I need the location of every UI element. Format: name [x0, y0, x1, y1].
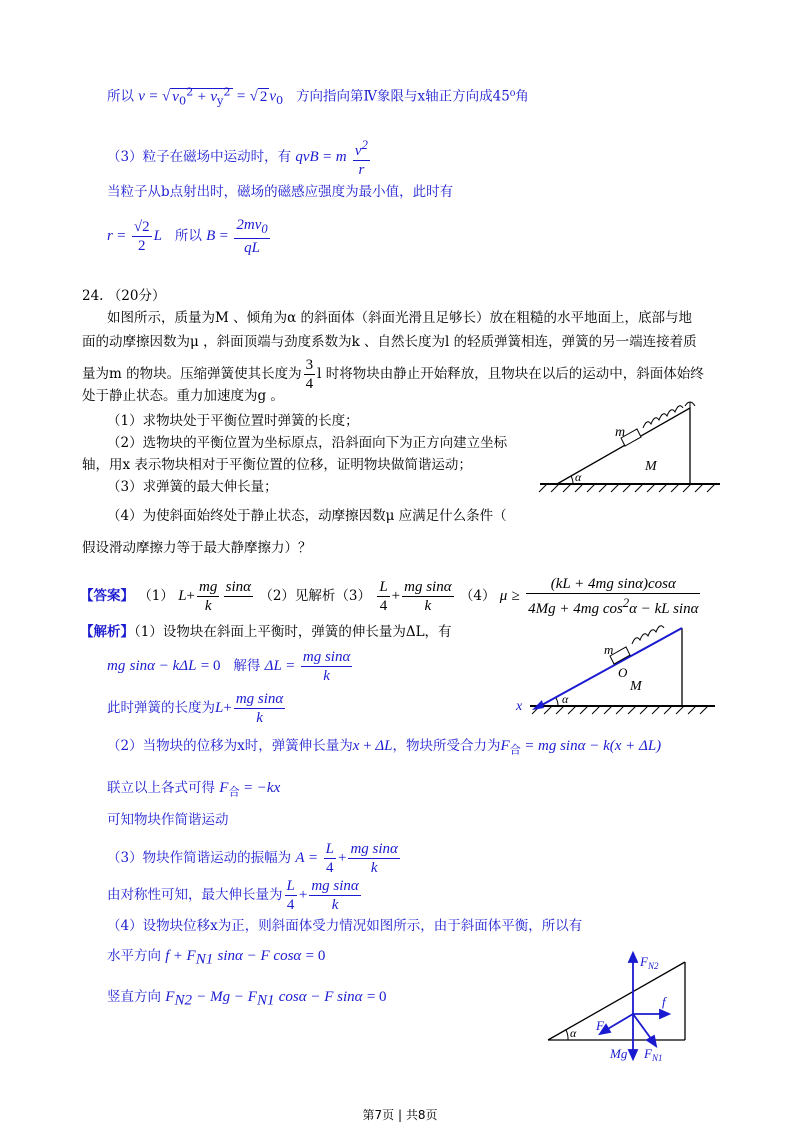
- text: （3）粒子在磁场中运动时，有: [107, 149, 292, 165]
- origin-label: O: [618, 665, 628, 680]
- text: （3）物块作简谐运动的振幅为: [107, 850, 292, 866]
- text: N2: [647, 961, 659, 971]
- analysis-l4: （2）当物块的位移为x时，弹簧伸长量为x + ΔL，物块所受合力为$F_合$ = mg sinα − k(x + ΔL): [107, 738, 662, 757]
- q24-para2: 面的动摩擦因数为μ ，斜面顶端与劲度系数为k 、自然长度为l 的轻质弹簧相连，弹簧的另一端连接着质: [82, 334, 697, 350]
- q24-sub1: （1）求物块处于平衡位置时弹簧的长度；: [107, 413, 359, 429]
- wedge-label: M: [645, 459, 657, 474]
- text: F: [644, 1046, 652, 1061]
- q24-sub3: （3）求弹簧的最大伸长量；: [107, 479, 278, 495]
- text: F: [640, 954, 648, 969]
- angle-label: α: [575, 470, 582, 484]
- q24-para4: 处于静止状态。重力加速度为g 。: [82, 388, 284, 404]
- analysis-tag: 【解析】: [80, 624, 134, 640]
- text: 量为m 的物块。压缩弹簧使其长度为: [82, 366, 302, 382]
- page-footer: 第7页 | 共8页: [362, 1108, 438, 1122]
- fn1-label: [643, 1046, 662, 1063]
- text: 方向指向第Ⅳ象限与x轴正方向成45⁰角: [296, 88, 529, 105]
- incline-axis-figure: [510, 620, 720, 720]
- text: （2）当物块的位移为x时，弹簧伸长量为: [107, 738, 353, 754]
- analysis-l5: 联立以上各式可得 $F_合 = -kx$: [107, 780, 281, 799]
- text: 联立以上各式可得: [107, 780, 215, 796]
- spring-force-label: F: [596, 1018, 604, 1033]
- sol23-line2: （3）粒子在磁场中运动时，有 qvB = m $\frac{v^2}{r}$: [107, 138, 368, 178]
- analysis-l10: 水平方向 $f + F_{N1}$ sinα − F cosα = 0: [107, 948, 326, 968]
- q24-sub4a: （4）为使斜面始终处于静止状态，动摩擦因数μ 应满足什么条件（: [107, 508, 507, 524]
- q24-sub2b: 轴，用x 表示物块相对于平衡位置的位移，证明物块做简谐运动；: [82, 457, 472, 473]
- wedge-label: M: [630, 679, 642, 694]
- text: 水平方向: [107, 948, 161, 964]
- sol23-line3: 当粒子从b点射出时，磁场的磁感应强度为最小值，此时有: [107, 184, 454, 200]
- angle-label: α: [570, 1026, 577, 1040]
- text: （1）: [138, 588, 174, 604]
- block-label: m: [604, 642, 614, 657]
- weight-label: Mg: [610, 1046, 628, 1061]
- text: （2）见解析（3）: [259, 588, 372, 604]
- text: （4）: [459, 588, 496, 604]
- text: l 时将物块由静止开始释放，且物块在以后的运动中，斜面体始终: [317, 366, 704, 382]
- analysis-l9: （4）设物块位移x为正，则斜面体受力情况如图所示，由于斜面体平衡，所以有: [107, 918, 583, 934]
- block-label: m: [615, 425, 626, 440]
- analysis-l2: mg sinα − kΔL = 0 解得 ΔL = $\frac{\text{mg sinα}}{k}$: [107, 649, 351, 684]
- analysis-l11: 竖直方向 $F_{N2} - Mg - F_{N1}$ cosα − F sinα = 0: [107, 989, 387, 1009]
- text: ，物块所受合力为: [392, 738, 501, 754]
- text: 所以: [107, 88, 134, 105]
- q24-para1: 如图所示，质量为M 、倾角为α 的斜面体（斜面光滑且足够长）放在粗糙的水平地面上，底部与地: [107, 310, 693, 326]
- force-diagram: [540, 950, 700, 1066]
- friction-label: f: [662, 994, 666, 1009]
- axis-label: x: [516, 699, 523, 714]
- answer-tag: 【答案】: [80, 588, 134, 604]
- angle-label: α: [562, 692, 569, 706]
- analysis-l3: 此时弹簧的长度为L+ $\frac{\text{mg sinα}}{k}$: [107, 691, 284, 726]
- text: 竖直方向: [107, 989, 161, 1005]
- q24-sub4b: 假设滑动摩擦力等于最大静摩擦力）？: [82, 540, 312, 556]
- q24-number: 24. （20分）: [82, 288, 166, 304]
- analysis-l1: [80, 622, 452, 642]
- sol23-line4: r = $\frac{√2}{2}$ L 所以 B = $\frac{2mv_0}{qL}$: [107, 217, 268, 256]
- analysis-l8: 由对称性可知，最大伸长量为 $\frac{L}{4}$ + $\frac{\text{mg sinα}}{k}$: [107, 878, 359, 913]
- text: 所以: [174, 228, 202, 244]
- q24-sub2a: （2）选物块的平衡位置为坐标原点，沿斜面向下为正方向建立坐标: [107, 435, 508, 451]
- answer-line: 【答案】 （1） L+ $\frac{mg}{k}$ sinα （2）见解析（3） $\frac{L}{4}$ + $\frac{\text{mg sinα}}{k}$ （4） μ ≥ $\frac{\text{(kL + 4mg sinα)cosα}}{4Mg + 4mg \cos^2\alpha - kL \sin\alpha}$: [80, 576, 699, 617]
- text: 此时弹簧的长度为: [107, 700, 215, 716]
- sol23-line1: 所以 v = √ $v_0^2 + v_y^2$ = √ 2 $v_0$ 方向指向第Ⅳ象限与x轴正方向成45⁰角: [107, 85, 529, 108]
- incline-figure: [535, 392, 730, 496]
- text: N1: [651, 1053, 663, 1063]
- text: 解得: [233, 658, 261, 674]
- text: （1）设物块在斜面上平衡时，弹簧的伸长量为ΔL，有: [134, 624, 452, 640]
- analysis-l7: （3）物块作简谐运动的振幅为 A = $\frac{L}{4}$ + $\frac{\text{mg sinα}}{k}$: [107, 841, 398, 876]
- analysis-l6: 可知物块作简谐运动: [107, 812, 229, 828]
- text: 由对称性可知，最大伸长量为: [107, 887, 283, 903]
- fn2-label: [639, 954, 659, 971]
- q24-para3: 量为m 的物块。压缩弹簧使其长度为 $\frac{3}{4}$ l 时将物块由静止开始释放，且物块在以后的运动中，斜面体始终: [82, 357, 704, 392]
